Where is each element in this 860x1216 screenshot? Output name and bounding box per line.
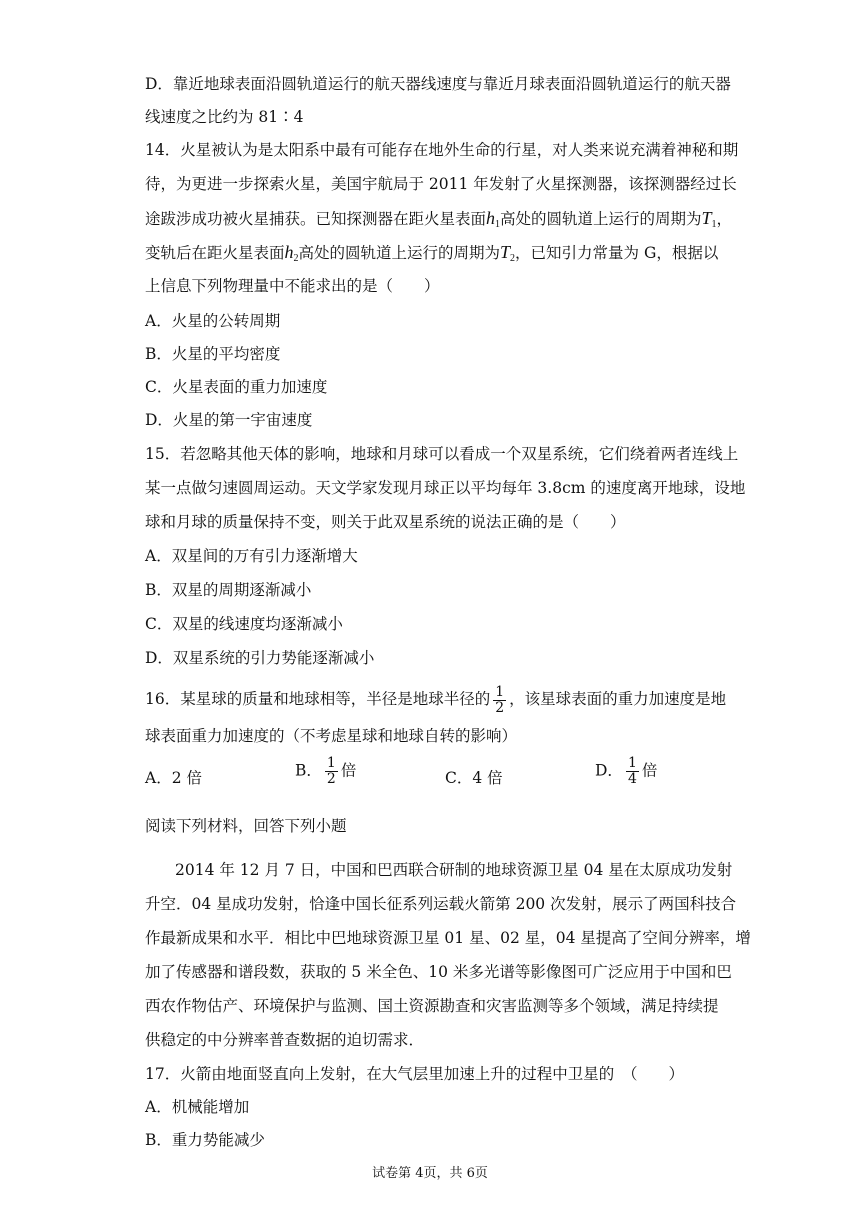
q17-stem: 17．火箭由地面竖直向上发射，在大气层里加速上升的过程中卫星的 （ ） <box>145 1065 684 1083</box>
q14-stem-line1: 14．火星被认为是太阳系中最有可能存在地外生命的行星，对人类来说充满着神秘和期 <box>145 141 739 159</box>
q14-option-a: A．火星的公转周期 <box>145 312 281 330</box>
page-footer: 试卷第 4页，共 6页 <box>372 1166 488 1181</box>
q15-option-a: A．双星间的万有引力逐渐增大 <box>145 547 358 565</box>
q14-option-b: B．火星的平均密度 <box>145 345 281 363</box>
symbol-h1 <box>486 208 500 228</box>
reading-intro: 阅读下列材料，回答下列小题 <box>145 817 347 835</box>
q13-option-d-line1: D．靠近地球表面沿圆轨道运行的航天器线速度与靠近月球表面沿圆轨道运行的航天器 <box>145 75 731 93</box>
symbol-t2-subscript: 2 <box>510 253 516 264</box>
symbol-t2 <box>500 242 515 262</box>
q16-option-b <box>295 756 356 787</box>
q16-stem-line1-text-a: 16．某星球的质量和地球相等，半径是地球半径的 <box>145 690 491 708</box>
q16-option-a: A．2 倍 <box>145 769 202 787</box>
symbol-h1-subscript: 1 <box>495 219 501 230</box>
fraction-denominator: 2 <box>326 771 336 787</box>
reading-paragraph-line5: 西农作物估产、环境保护与监测、国土资源勘查和灾害监测等多个领域，满足持续提 <box>145 997 719 1015</box>
q14-stem-line3 <box>145 208 732 235</box>
q14-stem-line4-text-a: 变轨后在距火星表面 <box>145 244 285 262</box>
q16-option-d-label: D． <box>595 761 623 780</box>
q17-option-b: B．重力势能减少 <box>145 1131 265 1149</box>
symbol-t2-letter: T <box>500 242 511 262</box>
symbol-h1-letter: h <box>486 208 496 228</box>
fraction-denominator: 4 <box>627 771 637 787</box>
symbol-h2 <box>285 242 299 262</box>
fraction-numerator: 1 <box>495 683 505 700</box>
q16-stem-line1 <box>145 681 726 717</box>
reading-paragraph-line1: 2014 年 12 月 7 日，中国和巴西联合研制的地球资源卫星 04 星在太原成功发射 <box>175 861 733 879</box>
q16-stem-line1-text-b: ，该星球表面的重力加速度是地 <box>509 690 727 708</box>
q15-stem-line1: 15．若忽略其他天体的影响，地球和月球可以看成一个双星系统，它们绕着两者连线上 <box>145 445 739 463</box>
q14-stem-line3-text-c: ， <box>716 210 733 228</box>
q13-option-d-line2: 线速度之比约为 81∶4 <box>145 108 304 126</box>
fraction-one-half <box>493 685 506 716</box>
q16-stem-line2: 球表面重力加速度的（不考虑星球和地球自转的影响） <box>145 727 518 745</box>
q15-option-b: B．双星的周期逐渐减小 <box>145 581 312 599</box>
symbol-t1 <box>702 208 717 228</box>
q14-stem-line4-text-c: ，已知引力常量为 G，根据以 <box>515 244 719 262</box>
q14-stem-line3-text-a: 途跋涉成功被火星捕获。已知探测器在距火星表面 <box>145 210 487 228</box>
q14-stem-line4-text-b: 高处的圆轨道上运行的周期为 <box>298 244 501 262</box>
fraction-option-b <box>325 756 338 787</box>
q17-option-a: A．机械能增加 <box>145 1098 250 1116</box>
q15-stem-line3: 球和月球的质量保持不变，则关于此双星系统的说法正确的是（ ） <box>145 513 626 531</box>
q14-option-c: C．火星表面的重力加速度 <box>145 378 328 396</box>
fraction-denominator: 2 <box>495 699 505 716</box>
q14-option-d: D．火星的第一宇宙速度 <box>145 411 313 429</box>
fraction-option-d <box>626 756 639 787</box>
reading-paragraph-line6: 供稳定的中分辨率普查数据的迫切需求． <box>145 1031 425 1049</box>
reading-paragraph-line4: 加了传感器和谱段数，获取的 5 米全色、10 米多光谱等影像图可广泛应用于中国和巴 <box>145 963 732 981</box>
symbol-h2-subscript: 2 <box>293 253 299 264</box>
q15-stem-line2: 某一点做匀速圆周运动。天文学家发现月球正以平均每年 3.8cm 的速度离开地球，设地 <box>145 479 746 497</box>
q16-option-d <box>595 756 657 787</box>
q16-option-d-unit: 倍 <box>641 761 658 780</box>
q16-option-b-unit: 倍 <box>340 761 357 780</box>
q15-option-d: D．双星系统的引力势能逐渐减小 <box>145 649 375 667</box>
q14-stem-line2: 待，为更进一步探索火星，美国宇航局于 2011 年发射了火星探测器，该探测器经过长 <box>145 175 737 193</box>
q14-stem-line4 <box>145 242 718 269</box>
q14-stem-line3-text-b: 高处的圆轨道上运行的周期为 <box>500 210 702 228</box>
fraction-numerator: 1 <box>627 755 637 771</box>
q16-option-b-label: B． <box>295 761 322 780</box>
symbol-h2-letter: h <box>284 242 294 262</box>
reading-paragraph-line2: 升空．04 星成功发射，恰逢中国长征系列运载火箭第 200 次发射，展示了两国科技合 <box>145 895 737 913</box>
q15-option-c: C．双星的线速度均逐渐减小 <box>145 615 343 633</box>
q16-option-c: C．4 倍 <box>445 769 503 787</box>
symbol-t1-letter: T <box>701 208 712 228</box>
q14-stem-line5: 上信息下列物理量中不能求出的是（ ） <box>145 277 440 295</box>
symbol-t1-subscript: 1 <box>711 219 717 230</box>
fraction-numerator: 1 <box>326 755 336 771</box>
reading-paragraph-line3: 作最新成果和水平．相比中巴地球资源卫星 01 星、02 星，04 星提高了空间分辨率，增 <box>145 929 751 947</box>
